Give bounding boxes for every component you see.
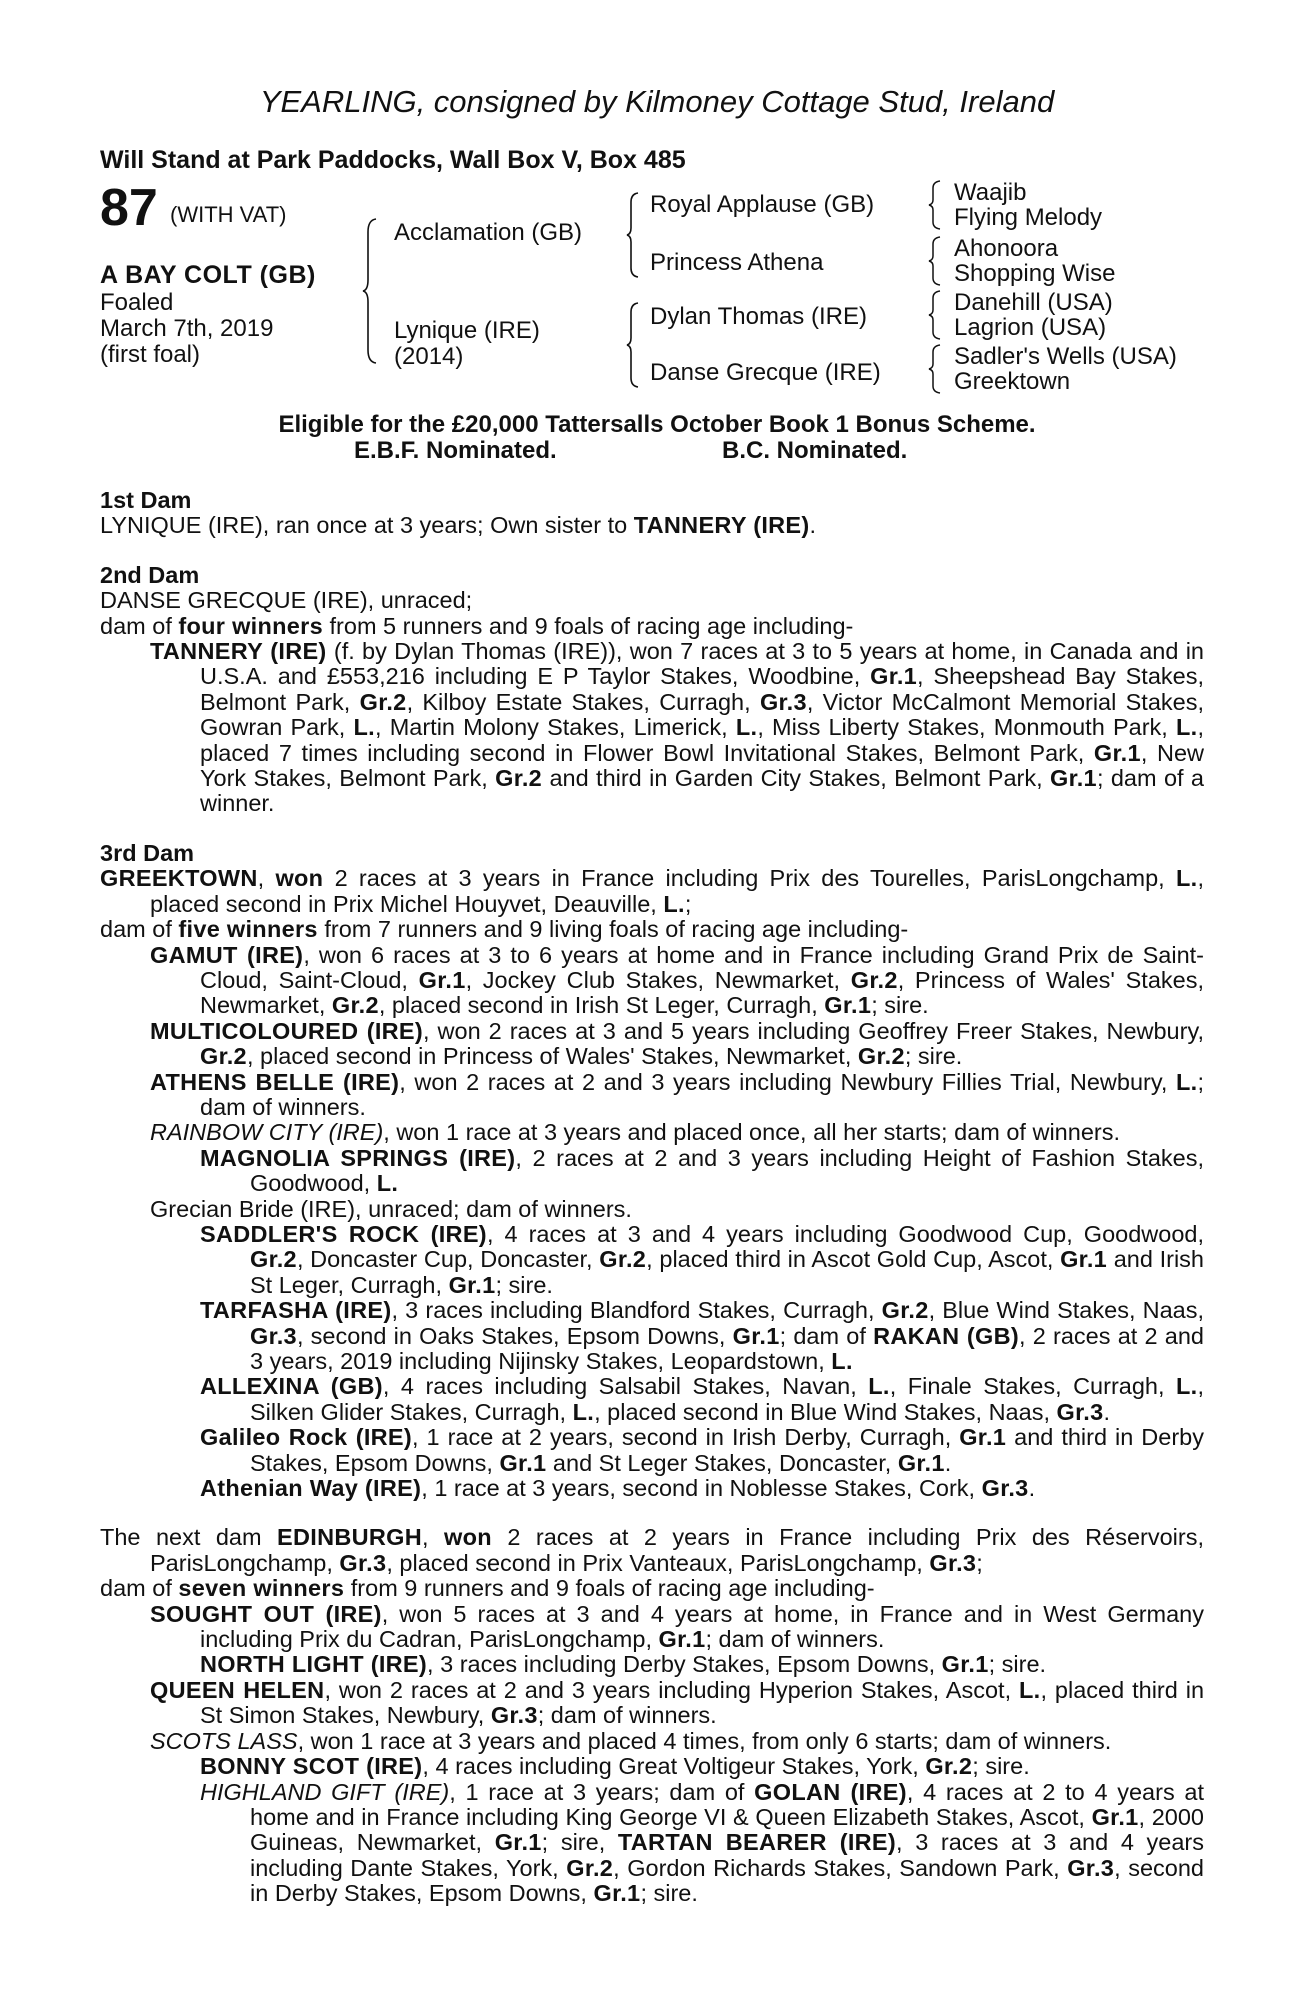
text-run: , Sheepshead Bay Stakes, Belmont Park, [200, 663, 1204, 715]
text-run: DANSE GRECQUE (IRE), unraced; [100, 587, 473, 614]
family-entry [100, 1652, 1204, 1677]
bold-text: Gr.1 [897, 1449, 945, 1476]
family-entry [100, 1222, 1204, 1298]
pedigree-g3: Ahonoora [954, 235, 1059, 262]
text-run: , won 2 races at 2 and 3 years including Hyperion Stakes, Ascot, [324, 1676, 1020, 1703]
pedigree-g7: Sadler's Wells (USA) [954, 343, 1177, 370]
bold-text: TANNERY (IRE) [150, 638, 327, 665]
text-run: ; sire. [904, 1043, 963, 1070]
family-entry [100, 513, 1204, 538]
bold-text: Gr.1 [732, 1322, 780, 1349]
bold-text: L. [1175, 714, 1198, 741]
family-entry [100, 1019, 1204, 1070]
text-run: 2 races at 3 years in France including Prix des Tourelles, ParisLongchamp, [323, 865, 1176, 892]
bold-text: four winners [178, 612, 323, 639]
text-run: , New York Stakes, Belmont Park, [200, 739, 1204, 792]
text-run: , Jockey Club Stakes, Newmarket, [465, 966, 851, 993]
family-entry [100, 1146, 1204, 1197]
family-entry [100, 614, 1204, 639]
bold-text: TARFASHA (IRE) [200, 1297, 392, 1324]
text-run: LYNIQUE (IRE), ran once at 3 years; Own sister to [100, 512, 634, 539]
family-entry [100, 1374, 1204, 1425]
bold-text: L. [1175, 865, 1198, 892]
bold-text: Gr.1 [1091, 1803, 1139, 1830]
text-run: . [944, 1449, 952, 1476]
text-run: , second in Derby Stakes, Epsom Downs, [250, 1854, 1204, 1907]
bold-text: Gr.3 [250, 1322, 297, 1349]
bold-text: Gr.1 [1050, 765, 1097, 792]
bold-text: GOLAN (IRE) [754, 1778, 907, 1805]
text-run: . [1028, 1475, 1036, 1502]
pedigree-g1: Waajib [954, 179, 1027, 206]
bold-text: L. [1175, 1068, 1198, 1095]
pedigree-g5: Danehill (USA) [954, 289, 1113, 316]
pedigree-sire: Acclamation (GB) [394, 219, 583, 246]
text-run: , 4 races including Salsabil Stakes, Navan, [382, 1373, 869, 1400]
bold-text: Gr.1 [1060, 1246, 1108, 1273]
bold-text: won [444, 1524, 492, 1551]
bold-text: Gr.2 [495, 765, 543, 792]
bold-text: Gr.3 [490, 1702, 538, 1729]
text-run: , won 5 races at 3 and 4 years at home, in France and in West Germany including Prix du Cadran, ParisLongchamp, [200, 1600, 1204, 1653]
bold-text: GAMUT (IRE) [150, 941, 304, 968]
text-run: , placed second in Irish St Leger, Curragh, [378, 992, 825, 1019]
bc-nomination: B.C. Nominated. [722, 437, 908, 464]
bold-text: L. [831, 1348, 853, 1374]
pedigree-g8: Greektown [954, 368, 1071, 395]
bold-text: Gr.1 [494, 1829, 542, 1856]
section-heading: 3rd Dam [100, 839, 195, 866]
text-run: ; dam of winners. [705, 1626, 885, 1653]
bold-text: Gr.2 [331, 992, 379, 1019]
foaled-label: Foaled [100, 289, 174, 316]
bold-text: NORTH LIGHT (IRE) [200, 1651, 428, 1678]
text-run: (f. by Dylan Thomas (IRE)), won 7 races at 3 to 5 years at home, in Canada and in U.S.A. and £553,216 including E P Taylor Stakes, Woodbine, [200, 638, 1204, 690]
bold-text: ATHENS BELLE (IRE) [150, 1068, 400, 1095]
text-run: , 4 races at 3 and 4 years including Goodwood Cup, Goodwood, [486, 1220, 1204, 1247]
bold-text: Gr.3 [981, 1475, 1029, 1502]
text-run: ; dam of [779, 1322, 874, 1349]
bold-text: seven winners [178, 1575, 345, 1602]
text-run: , [422, 1524, 445, 1551]
family-entry [100, 1602, 1204, 1653]
bold-text: Gr.3 [929, 1549, 977, 1576]
text-run: ; sire. [988, 1651, 1047, 1678]
bold-text: Gr.3 [1056, 1398, 1104, 1425]
section-3 [100, 841, 1204, 1502]
text-run: , placed second in Prix Michel Houyvet, Deauville, [150, 865, 1204, 917]
bold-text: Gr.2 [566, 1854, 614, 1881]
pedigree-brace-g4 [928, 344, 942, 394]
text-run: from 7 runners and 9 living foals of racing age including- [317, 916, 909, 943]
bold-text: ALLEXINA (GB) [200, 1373, 383, 1400]
family-details [100, 488, 1204, 1907]
text-run: , 2000 Guineas, Newmarket, [250, 1803, 1204, 1856]
bold-text: Gr.2 [599, 1246, 647, 1273]
family-entry [100, 1476, 1204, 1501]
italic-text: HIGHLAND GIFT (IRE) [200, 1778, 450, 1805]
pedigree-g6: Lagrion (USA) [954, 314, 1107, 341]
text-run: ; sire. [495, 1271, 553, 1298]
text-run: and third in Derby Stakes, Epsom Downs, [250, 1424, 1204, 1476]
bold-text: Gr.2 [881, 1297, 929, 1324]
bold-text: QUEEN HELEN [150, 1676, 325, 1703]
bold-text: Gr.2 [850, 966, 898, 993]
text-run: ; sire. [871, 992, 929, 1019]
bold-text: won [275, 865, 324, 892]
text-run: , second in Oaks Stakes, Epsom Downs, [296, 1322, 733, 1349]
text-run: ; dam of winners. [537, 1702, 717, 1729]
family-entry [100, 639, 1204, 817]
bold-text: Gr.2 [250, 1246, 297, 1273]
bold-text: SADDLER'S ROCK (IRE) [200, 1220, 487, 1247]
text-run: ; sire. [640, 1880, 698, 1907]
bold-text: Gr.2 [359, 688, 407, 715]
family-entry [100, 1425, 1204, 1476]
bold-text: Gr.2 [857, 1043, 905, 1070]
bold-text: L. [1019, 1676, 1041, 1703]
bold-text: Gr.3 [339, 1549, 387, 1576]
bold-text: Gr.1 [959, 1424, 1007, 1451]
text-run: , 4 races at 2 to 4 years at home and in France including King George VI & Queen Elizabeth Stakes, Ascot, [250, 1778, 1205, 1830]
bold-text: Gr.3 [1067, 1854, 1115, 1881]
pedigree-brace-sire [626, 192, 640, 278]
text-run: ; [976, 1549, 983, 1576]
bold-text: L. [735, 714, 758, 741]
pedigree-dam: Lynique (IRE) [394, 317, 540, 344]
text-run: , Doncaster Cup, Doncaster, [296, 1246, 600, 1273]
section-heading: 1st Dam [100, 487, 192, 513]
consignor-heading: YEARLING, consigned by Kilmoney Cottage Stud, Ireland [259, 84, 1055, 119]
text-run: The next dam [100, 1524, 278, 1551]
text-run: , won 6 races at 3 to 6 years at home and in France including Grand Prix de Saint-Cloud, Saint-Cloud, [200, 941, 1204, 993]
bold-text: Gr.1 [941, 1651, 989, 1678]
text-run: . [1103, 1398, 1110, 1425]
text-run: ; dam of winners. [200, 1068, 1204, 1120]
pedigree-sire-dam: Princess Athena [650, 249, 824, 276]
text-run: from 9 runners and 9 foals of racing age including- [344, 1575, 875, 1602]
bold-text: Gr.2 [200, 1043, 247, 1070]
family-entry [100, 588, 1204, 613]
text-run: and Irish St Leger, Curragh, [250, 1246, 1204, 1298]
pedigree-g4: Shopping Wise [954, 260, 1116, 287]
pedigree-brace-g3 [928, 290, 942, 340]
text-run: ; [684, 890, 692, 917]
text-run: . [809, 512, 817, 539]
section-1 [100, 488, 1204, 539]
bold-text: TARTAN BEARER (IRE) [617, 1829, 897, 1856]
text-run: dam of [100, 612, 179, 639]
text-run: ; sire, [541, 1829, 618, 1856]
text-run: , placed second in Princess of Wales' Stakes, Newmarket, [246, 1043, 858, 1070]
pedigree-brace-dam [626, 302, 640, 388]
text-run: ; sire. [972, 1753, 1030, 1780]
text-run: , 1 race at 3 years, second in Noblesse Stakes, Cork, [421, 1475, 982, 1502]
text-run: , Princess of Wales' Stakes, Newmarket, [200, 966, 1204, 1019]
text-run: , placed third in St Simon Stakes, Newbury, [200, 1676, 1205, 1729]
bold-text: Gr.1 [593, 1880, 641, 1907]
pedigree-brace-g1 [928, 180, 942, 230]
foaled-info [100, 290, 273, 368]
bold-text: MULTICOLOURED (IRE) [150, 1017, 424, 1044]
text-run: , Miss Liberty Stakes, Monmouth Park, [757, 714, 1176, 741]
text-run: dam of [100, 916, 179, 943]
bold-text: Gr.2 [925, 1753, 973, 1780]
bold-text: L. [376, 1170, 399, 1197]
bold-text: MAGNOLIA SPRINGS (IRE) [200, 1144, 516, 1171]
italic-text: SCOTS LASS [150, 1727, 298, 1754]
stand-location: Will Stand at Park Paddocks, Wall Box V, Box 485 [100, 146, 686, 174]
family-entry [100, 1070, 1204, 1121]
bold-text: TANNERY (IRE) [633, 512, 810, 539]
bold-text: L. [663, 890, 685, 917]
bold-text: Gr.1 [499, 1449, 547, 1476]
text-run: , placed second in Blue Wind Stakes, Naas, [594, 1398, 1057, 1425]
text-run: , Martin Molony Stakes, Limerick, [374, 714, 736, 741]
text-run: , 1 race at 3 years; dam of [449, 1778, 755, 1805]
bold-text: Gr.3 [759, 688, 807, 715]
bold-text: Gr.1 [448, 1271, 496, 1298]
text-run: from 5 runners and 9 foals of racing age including- [323, 612, 854, 639]
text-run: , won 1 race at 3 years and placed 4 times, from only 6 starts; dam of winners. [297, 1727, 1112, 1754]
bold-text: Gr.1 [824, 992, 872, 1019]
pedigree-brace-main [362, 218, 378, 364]
text-run: and St Leger Stakes, Doncaster, [546, 1449, 898, 1476]
text-run: , placed 7 times including second in Flower Bowl Invitational Stakes, Belmont Park, [200, 714, 1204, 766]
bold-text: SOUGHT OUT (IRE) [150, 1600, 382, 1627]
text-run: , 4 races including Great Voltigeur Stakes, York, [422, 1753, 926, 1780]
family-entry [100, 1678, 1204, 1729]
text-run: , won 1 race at 3 years and placed once, all her starts; dam of winners. [383, 1119, 1120, 1146]
bold-text: five winners [178, 916, 318, 943]
family-entry [100, 866, 1204, 917]
family-entry [100, 1525, 1204, 1576]
family-entry [100, 943, 1204, 1019]
bold-text: L. [572, 1398, 595, 1425]
pedigree-dam-year: (2014) [394, 343, 464, 370]
pedigree-sire-sire: Royal Applause (GB) [650, 191, 875, 218]
bold-text: Gr.1 [658, 1626, 706, 1653]
pedigree-g2: Flying Melody [954, 204, 1103, 231]
text-run: , Victor McCalmont Memorial Stakes, Gowran Park, [200, 688, 1205, 741]
bold-text: BONNY SCOT (IRE) [200, 1753, 423, 1780]
family-entry [100, 1754, 1204, 1779]
family-entry [100, 1298, 1204, 1374]
text-run: , Silken Glider Stakes, Curragh, [250, 1373, 1205, 1425]
text-run: , 3 races including Blandford Stakes, Curragh, [391, 1297, 882, 1324]
text-run: dam of [100, 1575, 179, 1602]
text-run: , Kilboy Estate Stakes, Curragh, [406, 688, 760, 715]
bold-text: Athenian Way (IRE) [200, 1475, 422, 1502]
text-run: , 3 races including Derby Stakes, Epsom Downs, [427, 1651, 942, 1678]
family-entry [100, 1729, 1204, 1754]
bold-text: EDINBURGH [277, 1524, 423, 1551]
family-entry [100, 1197, 1204, 1222]
family-entry [100, 1780, 1204, 1907]
text-run: Grecian Bride (IRE), unraced; dam of winners. [150, 1195, 632, 1222]
text-run: , 2 races at 2 and 3 years, 2019 including Nijinsky Stakes, Leopardstown, [250, 1322, 1204, 1374]
bold-text: L. [353, 714, 375, 741]
text-run: , Finale Stakes, Curragh, [889, 1373, 1176, 1400]
bold-text: L. [1176, 1373, 1198, 1400]
bold-text: L. [868, 1373, 890, 1400]
text-run: , 3 races at 3 and 4 years including Dante Stakes, York, [250, 1829, 1205, 1881]
pedigree-dam-dam: Danse Grecque (IRE) [650, 359, 881, 386]
foal-note: (first foal) [100, 341, 201, 368]
pedigree-dam-sire: Dylan Thomas (IRE) [650, 303, 867, 330]
text-run: , Gordon Richards Stakes, Sandown Park, [613, 1854, 1068, 1881]
text-run: , Blue Wind Stakes, Naas, [928, 1297, 1204, 1324]
foaled-date: March 7th, 2019 [100, 315, 274, 342]
family-entry [100, 1120, 1204, 1145]
bold-text: Galileo Rock (IRE) [200, 1424, 413, 1451]
bold-text: Gr.1 [1093, 739, 1141, 766]
text-run: , won 2 races at 3 and 5 years including Geoffrey Freer Stakes, Newbury, [423, 1017, 1204, 1044]
text-run: and third in Garden City Stakes, Belmont Park, [542, 765, 1050, 792]
lot-number: 87 [100, 179, 158, 237]
ebf-nomination: E.B.F. Nominated. [354, 437, 557, 464]
text-run: , won 2 races at 2 and 3 years including Newbury Fillies Trial, Newbury, [399, 1068, 1176, 1095]
text-run: , placed second in Prix Vanteaux, ParisLongchamp, [386, 1549, 930, 1576]
text-run: , [257, 865, 276, 892]
text-run: , 1 race at 2 years, second in Irish Derby, Curragh, [412, 1424, 960, 1451]
text-run: , placed third in Ascot Gold Cup, Ascot, [646, 1246, 1061, 1273]
text-run: 2 races at 2 years in France including Prix des Réservoirs, ParisLongchamp, [150, 1524, 1205, 1576]
text-run: , 2 races at 2 and 3 years including Height of Fashion Stakes, Goodwood, [250, 1144, 1204, 1197]
bold-text: Gr.1 [870, 663, 918, 690]
bonus-scheme-note: Eligible for the £20,000 Tattersalls October Book 1 Bonus Scheme. [278, 411, 1036, 438]
bold-text: GREEKTOWN [100, 865, 258, 892]
vat-note: (WITH VAT) [170, 202, 287, 227]
text-run: ; dam of a winner. [200, 765, 1204, 817]
section-heading: 2nd Dam [100, 561, 200, 588]
family-entry [100, 917, 1204, 942]
family-entry [100, 1576, 1204, 1601]
lot-name: A BAY COLT (GB) [100, 261, 316, 289]
pedigree-brace-g2 [928, 236, 942, 286]
section-2 [100, 563, 1204, 817]
bold-text: RAKAN (GB) [873, 1322, 1020, 1349]
bold-text: Gr.1 [418, 966, 466, 993]
section-4 [100, 1525, 1204, 1906]
italic-text: RAINBOW CITY (IRE) [150, 1119, 384, 1146]
